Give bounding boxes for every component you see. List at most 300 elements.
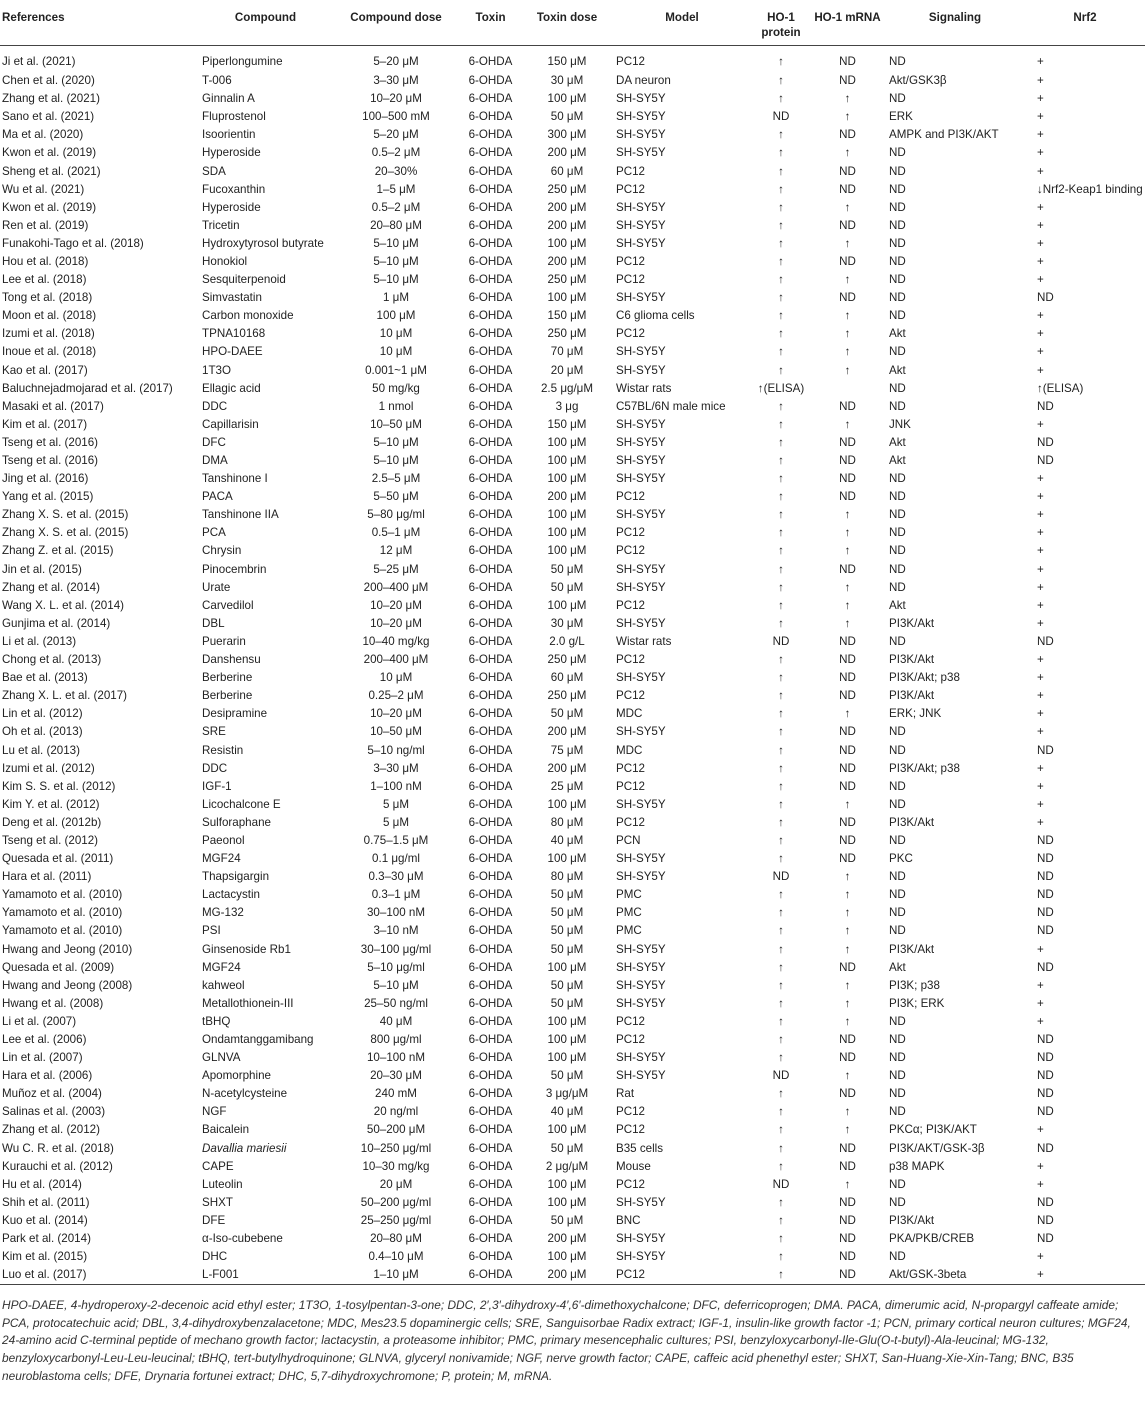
cell-model: C57BL/6N male mice [616,399,726,413]
table-row [0,1176,1145,1194]
cell-signaling: ND [889,1051,906,1065]
cell-ho1-mrna: ND [839,128,856,142]
cell-compound-dose: 3–10 nM [373,924,419,938]
cell-toxin: 6-OHDA [468,399,513,413]
cell-reference: Lin et al. (2007) [2,1051,83,1065]
cell-signaling: JNK [889,417,911,431]
cell-ho1-mrna: ND [839,1087,856,1101]
cell-compound: Tanshinone IIA [202,508,279,522]
cell-toxin: 6-OHDA [468,1014,513,1028]
cell-reference: Wu et al. (2021) [2,182,85,196]
cell-compound: PACA [202,490,233,504]
cell-ho1-protein: ↑ [778,598,784,612]
cell-toxin-dose: 250 μM [547,327,587,341]
table-row [0,959,1145,977]
cell-signaling: PI3K/Akt [889,942,935,956]
cell-ho1-protein: ↑ [778,797,784,811]
cell-model: SH-SY5Y [616,110,666,124]
table-row [0,416,1145,434]
cell-signaling: ND [889,55,906,68]
cell-ho1-protein: ↑ [778,399,784,413]
cell-model: SH-SY5Y [616,472,666,486]
cell-ho1-protein: ↑ [778,1250,784,1264]
cell-compound: Berberine [202,671,253,685]
cell-signaling: ND [889,381,906,395]
cell-reference: Hara et al. (2006) [2,1069,93,1083]
cell-toxin-dose: 50 μM [550,1213,584,1227]
cell-compound-dose: 5–10 ng/ml [367,743,425,757]
cell-ho1-protein: ↑ [778,1033,784,1047]
cell-ho1-mrna: ND [839,743,856,757]
cell-toxin: 6-OHDA [468,508,513,522]
table-row [0,398,1145,416]
cell-toxin-dose: 50 μM [550,924,584,938]
cell-toxin-dose: 60 μM [550,164,584,178]
cell-toxin-dose: 100 μM [547,526,587,540]
cell-toxin: 6-OHDA [468,1250,513,1264]
table-row [0,814,1145,832]
cell-nrf2: ND [1037,1213,1054,1227]
cell-signaling: ND [889,236,906,250]
cell-compound: CAPE [202,1159,234,1173]
cell-model: PC12 [616,55,646,68]
cell-compound-dose: 20–30% [374,164,418,178]
cell-toxin: 6-OHDA [468,1033,513,1047]
cell-compound-dose: 100 μM [376,309,416,323]
table-row [0,162,1145,180]
cell-compound: Puerarin [202,634,246,648]
cell-compound: Ellagic acid [202,381,261,395]
cell-model: MDC [616,743,643,757]
cell-reference: Zhang et al. (2021) [2,92,100,106]
cell-compound: DFC [202,435,226,449]
cell-toxin: 6-OHDA [468,870,513,884]
cell-ho1-protein: ↑ [778,327,784,341]
cell-ho1-protein: ↑ [778,74,784,88]
cell-ho1-protein: ND [772,870,790,884]
cell-compound-dose: 5–10 μg/ml [367,960,425,974]
cell-compound: DBL [202,616,225,630]
cell-compound-dose: 1 μM [382,291,409,305]
cell-reference: Salinas et al. (2003) [2,1105,106,1119]
cell-ho1-mrna: ↑ [844,707,851,721]
cell-toxin: 6-OHDA [468,363,513,377]
cell-toxin: 6-OHDA [468,852,513,866]
cell-reference: Ma et al. (2020) [2,128,84,142]
cell-toxin-dose: 80 μM [550,870,584,884]
cell-compound-dose: 5–10 μM [373,254,419,268]
cell-model: C6 glioma cells [616,309,695,323]
cell-toxin-dose: 50 μM [550,1069,584,1083]
cell-ho1-mrna: ↑ [844,309,851,323]
cell-toxin-dose: 200 μM [547,761,587,775]
cell-ho1-mrna: ND [839,399,856,413]
cell-signaling: ND [889,254,906,268]
cell-model: SH-SY5Y [616,797,666,811]
cell-toxin-dose: 150 μM [547,417,587,431]
table-row [0,995,1145,1013]
cell-ho1-mrna: ↑ [844,363,851,377]
cell-ho1-protein: ↑ [778,924,784,938]
cell-toxin: 6-OHDA [468,671,513,685]
cell-ho1-protein: ↑ [778,435,784,449]
cell-compound-dose: 50–200 μg/ml [360,1195,432,1209]
cell-ho1-mrna: ↑ [844,345,851,359]
cell-signaling: ND [889,1033,906,1047]
cell-ho1-mrna: ↑ [844,236,851,250]
cell-ho1-mrna: ND [839,725,856,739]
cell-compound-dose: 10–20 μM [370,598,422,612]
cell-model: SH-SY5Y [616,291,666,305]
cell-compound-dose: 25–50 ng/ml [364,996,428,1010]
cell-ho1-protein: ↑ [778,743,784,757]
cell-compound: T-006 [202,74,232,88]
cell-toxin-dose: 100 μM [547,435,587,449]
cell-nrf2: ↓Nrf2-Keap1 binding [1037,182,1143,196]
cell-model: SH-SY5Y [616,580,666,594]
cell-toxin-dose: 200 μM [547,490,587,504]
cell-ho1-mrna: ND [839,435,856,449]
table-row [0,452,1145,470]
cell-nrf2: + [1037,74,1044,88]
cell-ho1-mrna: ↑ [844,273,851,287]
table-row [0,271,1145,289]
cell-model: BNC [616,1213,641,1227]
table-row [0,886,1145,904]
cell-nrf2: + [1037,508,1044,522]
cell-model: SH-SY5Y [616,435,666,449]
cell-toxin: 6-OHDA [468,1177,513,1191]
cell-toxin-dose: 70 μM [550,345,584,359]
table-row [0,832,1145,850]
cell-reference: Jing et al. (2016) [2,472,89,486]
cell-signaling: ND [889,725,906,739]
cell-toxin-dose: 100 μM [547,1051,587,1065]
cell-ho1-protein: ↑ [778,996,784,1010]
cell-ho1-mrna: ↑ [844,417,851,431]
cell-compound-dose: 5–10 μM [373,273,419,287]
cell-signaling: PI3K/Akt; p38 [889,671,960,685]
cell-ho1-protein: ↑ [778,779,784,793]
cell-nrf2: ND [1037,454,1054,468]
table-row [0,524,1145,542]
table-row [0,362,1145,380]
cell-toxin: 6-OHDA [468,1195,513,1209]
cell-reference: Tseng et al. (2016) [2,454,99,468]
cell-reference: Lin et al. (2012) [2,707,83,721]
cell-toxin-dose: 50 μM [550,942,584,956]
cell-reference: Zhang et al. (2014) [2,580,100,594]
cell-signaling: ND [889,743,906,757]
cell-toxin: 6-OHDA [468,110,513,124]
table-row [0,597,1145,615]
table-row [0,108,1145,126]
cell-ho1-mrna: ↑ [844,1014,851,1028]
cell-signaling: PKCα; PI3K/AKT [889,1123,977,1137]
cell-nrf2: + [1037,1250,1044,1264]
cell-compound-dose: 10–30 mg/kg [362,1159,430,1173]
cell-nrf2: + [1037,1014,1044,1028]
cell-toxin-dose: 100 μM [547,1033,587,1047]
cell-ho1-mrna: ND [839,779,856,793]
cell-compound-dose: 10 μM [379,671,413,685]
cell-toxin-dose: 2.5 μg/μM [540,381,594,395]
cell-toxin: 6-OHDA [468,182,513,196]
cell-ho1-mrna: ND [839,671,856,685]
cell-signaling: PI3K/Akt [889,616,935,630]
table-row [0,1049,1145,1067]
cell-reference: Chong et al. (2013) [2,653,102,667]
cell-compound-dose: 30–100 μg/ml [360,942,432,956]
cell-signaling: ND [889,870,906,884]
cell-ho1-protein: ↑ [778,906,784,920]
cell-model: PC12 [616,1177,646,1191]
cell-nrf2: + [1037,309,1044,323]
cell-toxin: 6-OHDA [468,236,513,250]
cell-compound-dose: 0.5–1 μM [371,526,421,540]
cell-nrf2: + [1037,544,1044,558]
cell-model: SH-SY5Y [616,1069,666,1083]
cell-ho1-mrna: ↑ [844,146,851,160]
cell-reference: Shih et al. (2011) [2,1195,90,1209]
cell-toxin: 6-OHDA [468,797,513,811]
cell-compound-dose: 800 μg/ml [370,1033,422,1047]
cell-ho1-mrna [810,380,885,398]
table-row [0,1085,1145,1103]
cell-compound: DMA [202,454,228,468]
table-row [0,470,1145,488]
cell-compound: N-acetylcysteine [202,1087,288,1101]
cell-compound: Capillarisin [202,417,259,431]
cell-reference: Inoue et al. (2018) [2,345,97,359]
cell-ho1-mrna: ND [839,852,856,866]
cell-ho1-mrna: ↑ [844,580,851,594]
cell-compound-dose: 240 mM [375,1087,417,1101]
cell-toxin: 6-OHDA [468,1232,513,1246]
cell-reference: Baluchnejadmojarad et al. (2017) [2,381,173,395]
cell-compound-dose: 1–10 μM [333,1266,459,1285]
cell-reference: Hwang and Jeong (2008) [2,978,133,992]
cell-compound-dose: 5–20 μM [373,55,419,68]
cell-compound-dose: 5–50 μM [373,490,419,504]
cell-nrf2: + [1037,725,1044,739]
cell-toxin: 6-OHDA [468,544,513,558]
cell-compound-dose: 5 μM [382,815,409,829]
cell-compound: Davallia mariesii [202,1141,287,1155]
cell-reference: Izumi et al. (2018) [2,327,95,341]
cell-reference: Zhang Z. et al. (2015) [2,544,114,558]
cell-ho1-mrna: ND [839,1195,856,1209]
cell-ho1-mrna: ND [839,182,856,196]
cell-ho1-protein: ↑ [778,544,784,558]
cell-nrf2: + [1025,1266,1145,1285]
cell-ho1-protein: ↑ [778,616,784,630]
cell-reference: Hu et al. (2014) [2,1177,82,1191]
cell-compound-dose: 1 nmol [378,399,414,413]
cell-model: SH-SY5Y [616,92,666,106]
cell-signaling: ND [889,92,906,106]
cell-compound-dose: 200–400 μM [363,653,429,667]
table-row [0,181,1145,199]
cell-ho1-protein: ↑ [778,417,784,431]
cell-compound: Chrysin [202,544,242,558]
cell-toxin-dose: 100 μM [547,92,587,106]
cell-toxin: 6-OHDA [468,815,513,829]
table-row [0,705,1145,723]
cell-toxin: 6-OHDA [468,906,513,920]
cell-signaling: Akt [889,960,906,974]
cell-signaling: ND [889,1087,906,1101]
cell-model: SH-SY5Y [616,942,666,956]
cell-compound: PCA [202,526,226,540]
cell-ho1-protein: ↑ [778,580,784,594]
cell-model: SH-SY5Y [616,146,666,160]
cell-ho1-protein: ↑ [778,472,784,486]
cell-toxin-dose: 50 μM [550,562,584,576]
cell-compound-dose: 30–100 nM [366,906,425,920]
cell-compound: Hyperoside [202,200,261,214]
cell-ho1-protein: ↑ [778,725,784,739]
cell-compound-dose: 1–5 μM [376,182,416,196]
cell-toxin-dose: 25 μM [550,779,584,793]
cell-signaling: ND [889,1177,906,1191]
cell-nrf2: + [1037,653,1044,667]
cell-toxin-dose: 100 μM [547,291,587,305]
table-row [0,561,1145,579]
cell-compound: MGF24 [202,852,241,866]
cell-compound: Resistin [202,743,244,757]
cell-model: DA neuron [616,74,671,88]
cell-ho1-protein: ↑ [778,291,784,305]
cell-nrf2: + [1037,273,1044,287]
cell-compound: Sulforaphane [202,815,271,829]
cell-toxin: 6-OHDA [468,146,513,160]
cell-nrf2: + [1037,200,1044,214]
cell-compound-dose: 20 ng/ml [373,1105,419,1119]
cell-compound-dose: 50 mg/kg [372,381,420,395]
cell-nrf2: ND [1037,1195,1054,1209]
table-row [0,850,1145,868]
cell-compound: Fucoxanthin [202,182,266,196]
cell-ho1-mrna: ↑ [844,544,851,558]
cell-reference: Lee et al. (2018) [2,273,87,287]
table-row [0,723,1145,741]
table-row [0,1158,1145,1176]
cell-compound-dose: 0.3–1 μM [371,888,421,902]
table-row [0,977,1145,995]
cell-nrf2: + [1037,490,1044,504]
cell-reference: Muñoz et al. (2004) [2,1087,102,1101]
cell-signaling: ND [889,1069,906,1083]
cell-reference: Masaki et al. (2017) [2,399,104,413]
cell-model: PMC [616,888,642,902]
header-ho1-protein: HO-1 protein [752,0,810,46]
cell-compound-dose: 0.75–1.5 μM [363,833,429,847]
cell-compound: SHXT [202,1195,233,1209]
cell-toxin-dose: 100 μM [547,472,587,486]
cell-compound: NGF [202,1105,227,1119]
cell-model: SH-SY5Y [616,363,666,377]
cell-compound: Ondamtanggamibang [202,1033,314,1047]
cell-model: PC12 [612,1266,752,1285]
cell-reference: Li et al. (2013) [2,634,77,648]
table-row [0,506,1145,524]
cell-toxin-dose: 50 μM [550,707,584,721]
table-row [0,1103,1145,1121]
cell-compound: 1T3O [202,363,231,377]
cell-compound-dose: 10–100 nM [366,1051,425,1065]
cell-ho1-protein: ↑ [778,55,784,68]
cell-reference: Kim Y. et al. (2012) [2,797,100,811]
table-row [0,217,1145,235]
cell-signaling: ND [889,309,906,323]
cell-ho1-mrna: ↑ [844,996,851,1010]
cell-ho1-mrna: ↑ [844,110,851,124]
cell-compound: Hydroxytyrosol butyrate [202,236,324,250]
cell-toxin: 6-OHDA [468,490,513,504]
cell-model: SH-SY5Y [616,960,666,974]
cell-compound: Paeonol [202,833,245,847]
cell-ho1-protein: ↑ [778,454,784,468]
cell-toxin: 6-OHDA [468,454,513,468]
cell-ho1-protein: ↑ [778,92,784,106]
cell-model: PC12 [616,1014,646,1028]
cell-compound-dose: 10 μM [379,345,413,359]
cell-toxin: 6-OHDA [468,128,513,142]
table-row [0,1031,1145,1049]
cell-model: SH-SY5Y [616,218,666,232]
cell-reference: Funakohi-Tago et al. (2018) [2,236,144,250]
cell-model: PC12 [616,182,646,196]
cell-model: Mouse [616,1159,651,1173]
cell-ho1-mrna: ND [839,1141,856,1155]
cell-signaling: Akt [889,363,906,377]
cell-nrf2: ND [1037,960,1054,974]
cell-model: SH-SY5Y [616,345,666,359]
cell-toxin: 6-OHDA [468,761,513,775]
cell-toxin-dose: 40 μM [550,833,584,847]
cell-toxin: 6-OHDA [468,616,513,630]
cell-ho1-protein: ↑ [778,1123,784,1137]
header-nrf2: Nrf2 [1025,0,1145,46]
cell-nrf2: ND [1037,1105,1054,1119]
cell-ho1-protein: ↑ [778,1159,784,1173]
cell-toxin-dose: 2 μg/μM [545,1159,589,1173]
cell-ho1-protein: ↑ [778,526,784,540]
cell-model: PMC [616,924,642,938]
cell-signaling: PI3K; p38 [889,978,940,992]
cell-toxin-dose: 200 μM [547,254,587,268]
cell-model: SH-SY5Y [616,562,666,576]
cell-reference: Quesada et al. (2011) [2,852,114,866]
cell-nrf2: ND [1037,291,1054,305]
cell-toxin: 6-OHDA [468,833,513,847]
cell-ho1-mrna: ND [839,164,856,178]
cell-compound: Ginsenoside Rb1 [202,942,291,956]
cell-ho1-protein: ↑ [778,508,784,522]
cell-ho1-protein: ↑ [778,671,784,685]
cell-toxin-dose: 200 μM [522,1266,612,1285]
cell-toxin-dose: 3 μg [555,399,579,413]
cell-toxin: 6-OHDA [468,689,513,703]
cell-ho1-mrna: ND [839,653,856,667]
cell-nrf2: + [1037,1177,1044,1191]
cell-toxin-dose: 100 μM [547,508,587,522]
cell-signaling: ND [889,833,906,847]
cell-compound-dose: 200–400 μM [363,580,429,594]
cell-compound-dose: 0.1 μg/ml [372,852,420,866]
cell-ho1-protein: ↑ [778,888,784,902]
